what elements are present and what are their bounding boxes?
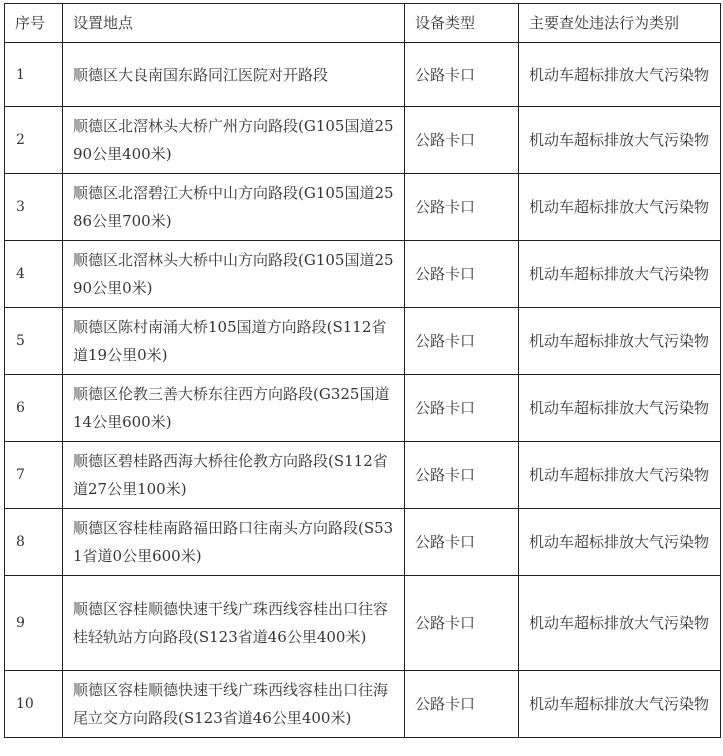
row-violation-type: 机动车超标排放大气污染物 [519, 509, 721, 576]
row-violation-type: 机动车超标排放大气污染物 [519, 107, 721, 174]
row-serial: 1 [5, 43, 63, 107]
camera-location-table [4, 3, 721, 738]
row-location: 顺德区伦教三善大桥东往西方向路段(G325国道14公里600米) [63, 375, 405, 442]
row-serial: 5 [5, 308, 63, 375]
row-serial: 10 [5, 671, 63, 738]
row-serial: 8 [5, 509, 63, 576]
row-serial: 4 [5, 241, 63, 308]
row-location: 顺德区北滘碧江大桥中山方向路段(G105国道2586公里700米) [63, 174, 405, 241]
table-row [5, 442, 721, 509]
row-location: 顺德区陈村南涌大桥105国道方向路段(S112省道19公里0米) [63, 308, 405, 375]
row-violation-type: 机动车超标排放大气污染物 [519, 308, 721, 375]
row-device-type: 公路卡口 [405, 375, 519, 442]
row-serial: 3 [5, 174, 63, 241]
row-device-type: 公路卡口 [405, 174, 519, 241]
row-device-type: 公路卡口 [405, 671, 519, 738]
row-serial: 2 [5, 107, 63, 174]
header-location: 设置地点 [63, 4, 405, 43]
table-row [5, 375, 721, 442]
table-row [5, 671, 721, 738]
table-row [5, 241, 721, 308]
table-row [5, 509, 721, 576]
row-violation-type: 机动车超标排放大气污染物 [519, 43, 721, 107]
row-location: 顺德区北滘林头大桥广州方向路段(G105国道2590公里400米) [63, 107, 405, 174]
row-violation-type: 机动车超标排放大气污染物 [519, 375, 721, 442]
row-violation-type: 机动车超标排放大气污染物 [519, 241, 721, 308]
header-serial: 序号 [5, 4, 63, 43]
row-serial: 6 [5, 375, 63, 442]
table-row [5, 107, 721, 174]
row-device-type: 公路卡口 [405, 509, 519, 576]
row-violation-type: 机动车超标排放大气污染物 [519, 174, 721, 241]
row-device-type: 公路卡口 [405, 308, 519, 375]
row-violation-type: 机动车超标排放大气污染物 [519, 576, 721, 671]
row-location: 顺德区容桂顺德快速干线广珠西线容桂出口往海尾立交方向路段(S123省道46公里400米) [63, 671, 405, 738]
row-device-type: 公路卡口 [405, 107, 519, 174]
table-header-row [5, 4, 721, 43]
table-row [5, 576, 721, 671]
table-row [5, 174, 721, 241]
row-location: 顺德区碧桂路西海大桥往伦教方向路段(S112省道27公里100米) [63, 442, 405, 509]
row-device-type: 公路卡口 [405, 576, 519, 671]
row-device-type: 公路卡口 [405, 43, 519, 107]
row-violation-type: 机动车超标排放大气污染物 [519, 671, 721, 738]
row-location: 顺德区大良南国东路同江医院对开路段 [63, 43, 405, 107]
row-device-type: 公路卡口 [405, 442, 519, 509]
header-violation-type: 主要查处违法行为类别 [519, 4, 721, 43]
row-serial: 9 [5, 576, 63, 671]
row-serial: 7 [5, 442, 63, 509]
row-device-type: 公路卡口 [405, 241, 519, 308]
row-location: 顺德区容桂顺德快速干线广珠西线容桂出口往容桂轻轨站方向路段(S123省道46公里400米) [63, 576, 405, 671]
row-location: 顺德区容桂桂南路福田路口往南头方向路段(S531省道0公里600米) [63, 509, 405, 576]
header-device-type: 设备类型 [405, 4, 519, 43]
table-row [5, 308, 721, 375]
row-violation-type: 机动车超标排放大气污染物 [519, 442, 721, 509]
row-location: 顺德区北滘林头大桥中山方向路段(G105国道2590公里0米) [63, 241, 405, 308]
table-row [5, 43, 721, 107]
